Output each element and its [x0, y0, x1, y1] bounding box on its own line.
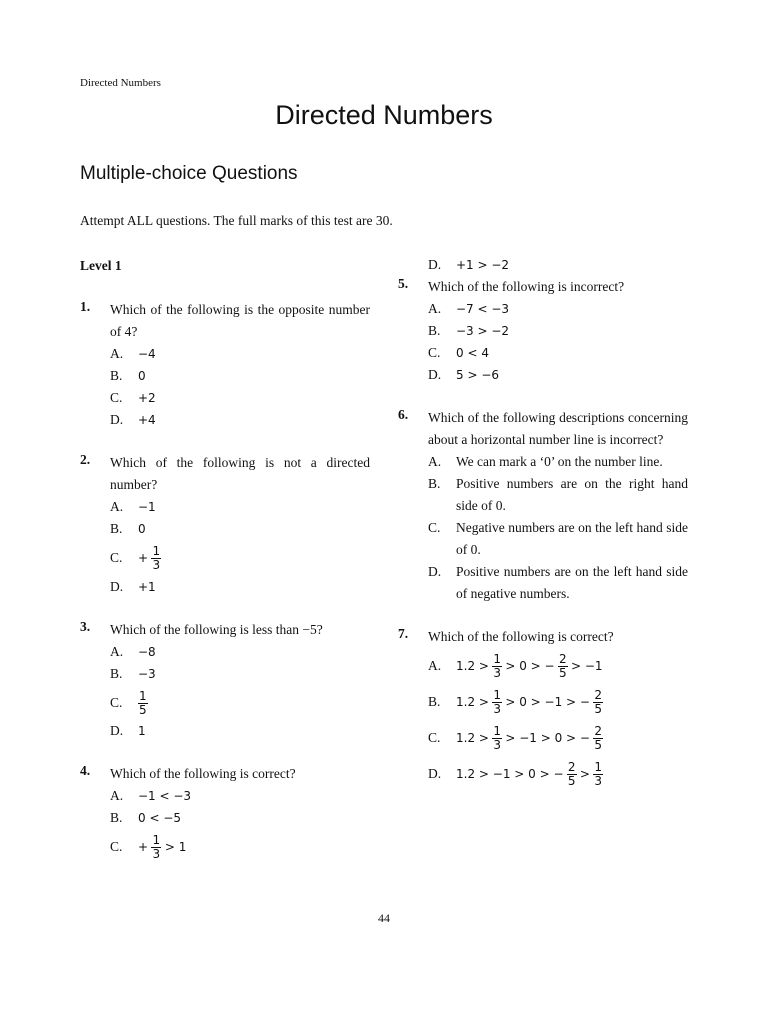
option-c[interactable]: [110, 685, 370, 720]
expr-part: > 0 > −1 > −: [505, 695, 590, 709]
fraction-numerator: 2: [558, 652, 567, 667]
option-letter: A.: [110, 644, 124, 659]
fraction-numerator: 1: [139, 689, 147, 704]
question-number: 2.: [80, 452, 91, 467]
option-b[interactable]: [110, 807, 370, 829]
fraction-numerator: 2: [567, 760, 576, 775]
option-text: +2: [138, 391, 156, 405]
question-6: [398, 407, 688, 605]
question-number: 5.: [398, 276, 409, 291]
fraction: [567, 761, 577, 788]
option-b[interactable]: [428, 473, 688, 517]
question-text: Which of the following is less than −5?: [110, 622, 323, 637]
question-number: 7.: [398, 626, 409, 641]
fraction: [151, 545, 161, 572]
question-text: Which of the following is the opposite number of 4?: [110, 302, 370, 339]
fraction-numerator: 2: [594, 724, 602, 739]
question-text: Which of the following is incorrect?: [428, 279, 625, 294]
option-b[interactable]: [428, 684, 688, 720]
option-a[interactable]: [110, 496, 370, 518]
question-text: Which of the following is correct?: [428, 629, 614, 644]
option-letter: C.: [110, 839, 123, 854]
fraction: [492, 689, 502, 716]
option-letter: B.: [428, 694, 441, 709]
option-letter: C.: [110, 550, 123, 565]
option-text: 1: [138, 724, 146, 738]
option-letter: A.: [428, 301, 442, 316]
fraction-denominator: 5: [558, 666, 567, 681]
expr-part: 1.2 >: [456, 659, 489, 673]
question-number: 3.: [80, 619, 91, 634]
option-letter: D.: [110, 723, 124, 738]
option-text: 0: [138, 369, 146, 383]
option-d[interactable]: [110, 409, 370, 431]
option-letter: D.: [110, 412, 124, 427]
option-text: Positive numbers are on the left hand side of negative numbers.: [456, 564, 688, 601]
option-d[interactable]: [428, 364, 688, 386]
option-text: −7 < −3: [456, 302, 510, 316]
option-text: +4: [138, 413, 156, 427]
fraction-denominator: 3: [493, 702, 501, 717]
section-title: Multiple-choice Questions: [80, 163, 298, 184]
question-5: [398, 276, 688, 386]
fraction-denominator: 3: [594, 774, 602, 789]
expr-part: > −1: [570, 659, 603, 673]
instructions: Attempt ALL questions. The full marks of this test are 30.: [80, 213, 393, 228]
option-text: 0: [138, 522, 146, 536]
option-letter: A.: [428, 454, 442, 469]
option-a[interactable]: [428, 298, 688, 320]
option-text: [456, 756, 688, 792]
page-title: Directed Numbers: [275, 100, 493, 130]
question-1: [80, 299, 370, 431]
option-text: −3 > −2: [456, 324, 510, 338]
option-letter: B.: [428, 323, 441, 338]
page-number: 44: [378, 911, 390, 925]
option-text: +1 > −2: [456, 258, 510, 272]
fraction-numerator: 1: [152, 833, 161, 848]
question-3: [80, 619, 370, 742]
question-number: 1.: [80, 299, 91, 314]
option-d[interactable]: [110, 720, 370, 742]
option-letter: D.: [428, 367, 442, 382]
option-text: +1: [138, 580, 156, 594]
question-text: Which of the following is not a directed number?: [110, 455, 370, 492]
question-2: [80, 452, 370, 598]
option-a[interactable]: [428, 648, 688, 684]
fraction-suffix: > 1: [161, 840, 187, 854]
option-a[interactable]: [110, 785, 370, 807]
fraction-denominator: 5: [567, 774, 576, 789]
option-a[interactable]: [428, 451, 688, 473]
fraction-numerator: 1: [493, 688, 501, 703]
option-letter: C.: [428, 345, 441, 360]
expr-part: > −1 > 0 > −: [505, 731, 590, 745]
option-letter: B.: [428, 476, 441, 491]
option-text: 0 < −5: [138, 811, 182, 825]
option-text: [456, 648, 688, 684]
fraction-denominator: 3: [493, 738, 501, 753]
fraction-numerator: 1: [493, 652, 501, 667]
fraction-prefix: +: [138, 840, 149, 854]
question-number: 4.: [80, 763, 91, 778]
option-d[interactable]: [428, 756, 688, 792]
level-heading: Level 1: [80, 258, 122, 273]
fraction-denominator: 3: [152, 558, 161, 573]
fraction: [558, 653, 568, 680]
option-d[interactable]: [110, 576, 370, 598]
option-d[interactable]: [428, 561, 688, 605]
running-header: Directed Numbers: [80, 77, 161, 89]
option-letter: B.: [110, 666, 123, 681]
option-text: [138, 685, 370, 720]
option-c[interactable]: [428, 720, 688, 756]
option-letter: A.: [110, 499, 124, 514]
option-c[interactable]: [428, 517, 688, 561]
fraction: [138, 690, 148, 717]
fraction: [593, 725, 603, 752]
option-letter: C.: [428, 520, 441, 535]
fraction: [151, 834, 161, 861]
fraction-denominator: 5: [594, 702, 602, 717]
fraction: [492, 653, 502, 680]
option-d[interactable]: [428, 254, 688, 276]
expr-part: > 0 > −: [505, 659, 555, 673]
option-b[interactable]: [428, 320, 688, 342]
option-text: −3: [138, 667, 156, 681]
fraction-denominator: 5: [594, 738, 602, 753]
fraction-denominator: 5: [139, 703, 147, 718]
option-text: We can mark a ‘0’ on the number line.: [456, 454, 663, 469]
right-column: [398, 254, 688, 792]
question-4: [80, 763, 370, 865]
expr-part: 1.2 > −1 > 0 > −: [456, 767, 564, 781]
option-text: −1 < −3: [138, 789, 192, 803]
option-letter: D.: [428, 564, 442, 579]
option-text: [138, 829, 370, 865]
fraction: [593, 689, 603, 716]
expr-part: 1.2 >: [456, 695, 489, 709]
option-c[interactable]: [110, 387, 370, 409]
fraction-numerator: 2: [594, 688, 602, 703]
option-a[interactable]: [110, 343, 370, 365]
option-text: −8: [138, 645, 156, 659]
option-b[interactable]: [110, 663, 370, 685]
option-text: Positive numbers are on the right hand side of 0.: [456, 476, 688, 513]
expr-part: >: [579, 767, 590, 781]
option-letter: B.: [110, 521, 123, 536]
left-column: [80, 299, 370, 865]
fraction: [593, 761, 603, 788]
option-text: 5 > −6: [456, 368, 500, 382]
option-c[interactable]: [110, 540, 370, 576]
option-letter: D.: [428, 766, 442, 781]
fraction-numerator: 1: [152, 544, 161, 559]
option-text: −4: [138, 347, 156, 361]
option-letter: C.: [110, 695, 123, 710]
option-text: [138, 540, 370, 576]
option-b[interactable]: [110, 518, 370, 540]
option-letter: A.: [428, 658, 442, 673]
option-c[interactable]: [110, 829, 370, 865]
expr-part: 1.2 >: [456, 731, 489, 745]
question-text: Which of the following descriptions concerning about a horizontal number line is incorrect?: [428, 410, 688, 447]
fraction-numerator: 1: [594, 760, 602, 775]
option-text: [456, 720, 688, 756]
option-text: Negative numbers are on the left hand side of 0.: [456, 520, 688, 557]
option-c[interactable]: [428, 342, 688, 364]
fraction-numerator: 1: [493, 724, 501, 739]
option-letter: A.: [110, 346, 124, 361]
option-letter: D.: [428, 257, 442, 272]
question-7: [398, 626, 688, 792]
fraction-denominator: 3: [152, 847, 161, 862]
fraction-denominator: 3: [493, 666, 501, 681]
option-letter: A.: [110, 788, 124, 803]
option-b[interactable]: [110, 365, 370, 387]
option-letter: B.: [110, 368, 123, 383]
option-letter: D.: [110, 579, 124, 594]
fraction-prefix: +: [138, 551, 149, 565]
option-text: 0 < 4: [456, 346, 489, 360]
option-text: [456, 684, 688, 720]
option-letter: C.: [428, 730, 441, 745]
option-a[interactable]: [110, 641, 370, 663]
fraction: [492, 725, 502, 752]
option-letter: C.: [110, 390, 123, 405]
option-letter: B.: [110, 810, 123, 825]
option-text: −1: [138, 500, 156, 514]
question-number: 6.: [398, 407, 409, 422]
question-text: Which of the following is correct?: [110, 766, 296, 781]
